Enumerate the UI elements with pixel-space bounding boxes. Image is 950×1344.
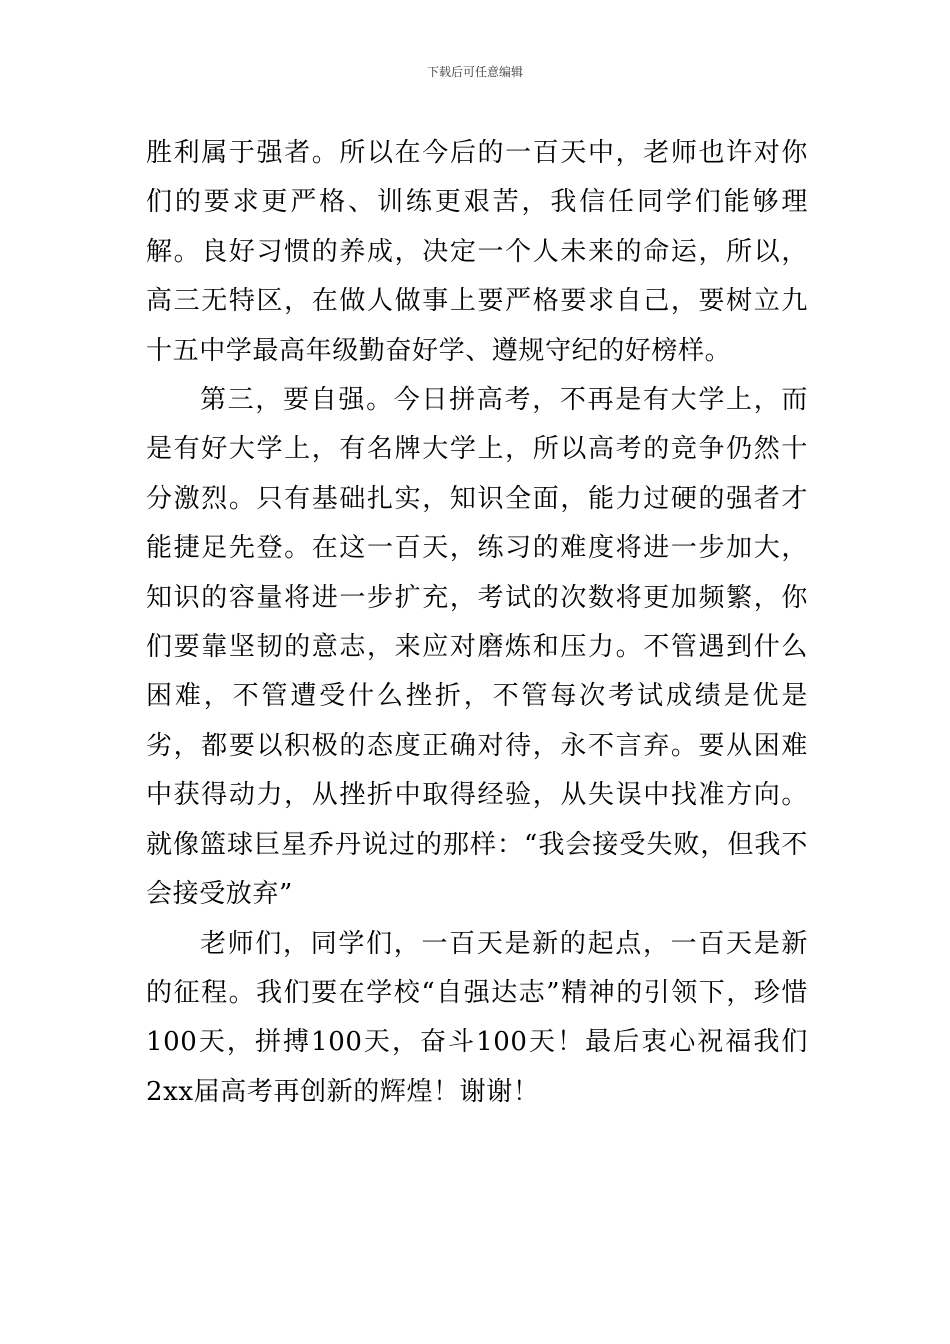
paragraph-third-point: 第三，要自强。今日拼高考，不再是有大学上，而是有好大学上，有名牌大学上，所以高考的竞争仍然十分激烈。只有基础扎实，知识全面，能力过硬的强者才能捷足先登。在这一百天，练习的难度将进一步加大，知识的容量将进一步扩充，考试的次数将更加频繁，你们要靠坚韧的意志，来应对磨炼和压力。不管遇到什么困难，不管遭受什么挫折，不管每次考试成绩是优是劣，都要以积极的态度正确对待，永不言弃。要从困难中获得动力，从挫折中取得经验，从失误中找准方向。就像篮球巨星乔丹说过的那样：“我会接受失败，但我不会接受放弃” — [146, 385, 808, 910]
document-body — [146, 129, 808, 1117]
paragraph-closing: 老师们，同学们，一百天是新的起点，一百天是新的征程。我们要在学校“自强达志”精神的引领下，珍惜100天，拼搏100天，奋斗100天！最后衷心祝福我们2xx届高考再创新的辉煌！谢谢！ — [146, 928, 808, 1107]
paragraph-continuation: 胜利属于强者。所以在今后的一百天中，老师也许对你们的要求更严格、训练更艰苦，我信任同学们能够理解。良好习惯的养成，决定一个人未来的命运，所以，高三无特区，在做人做事上要严格要求自己，要树立九十五中学最高年级勤奋好学、遵规守纪的好榜样。 — [146, 138, 808, 366]
page-header: 下载后可任意编辑 — [426, 65, 523, 79]
